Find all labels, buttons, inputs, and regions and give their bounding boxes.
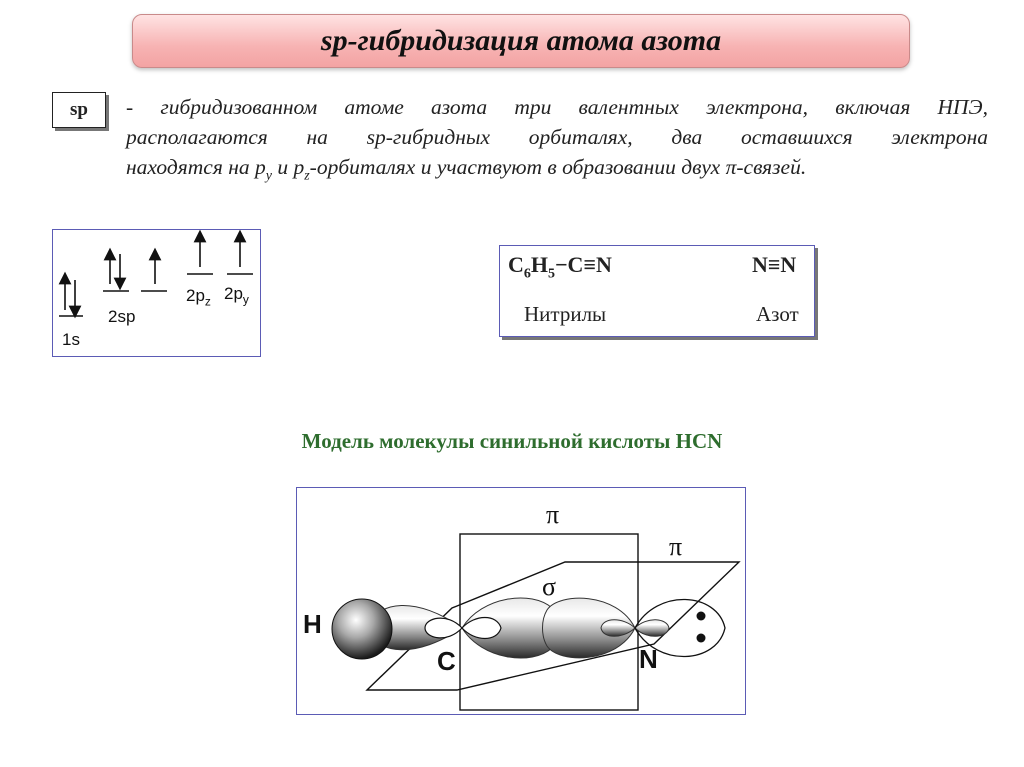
slide-title: sp-гибридизация атома азота — [320, 24, 722, 57]
description-line-3: находятся на $p_y$ и $p_z$-орбиталях и участвуют в образовании двух π-связей. — [126, 155, 807, 184]
atom-label-n: N — [639, 644, 658, 674]
pi-symbol: π — [725, 155, 737, 179]
sigma-label: σ — [542, 572, 557, 601]
nitrile-formula: $C_6H_5-C\equiv N$ — [508, 252, 612, 282]
hcn-model — [296, 487, 746, 715]
hydrogen-sphere — [332, 599, 392, 659]
description-text — [126, 92, 988, 191]
atom-label-c: C — [437, 646, 456, 676]
pi-label-top: π — [546, 500, 560, 529]
label-2py: $2p_y$ — [224, 284, 249, 307]
model-caption: Модель молекулы синильной кислоты HCN — [301, 429, 723, 453]
description-line-1: - гибридизованном атоме азота три валентных электрона, включая НПЭ, — [126, 95, 988, 119]
compounds-box — [499, 245, 815, 337]
label-1s: 1s — [62, 330, 80, 349]
pi-label-right: π — [669, 532, 683, 561]
atom-label-h: H — [303, 609, 322, 639]
label-2pz: $2p_z$ — [186, 286, 211, 309]
hcn-orbital-illustration — [297, 488, 745, 714]
description-line-2: располагаются на sp-гибридных орбиталях, два оставшихся электрона — [126, 125, 988, 149]
orbital-diagram — [52, 229, 261, 357]
nitrogen-formula: N≡N — [752, 252, 797, 277]
nitrile-name: Нитрилы — [524, 302, 607, 326]
label-2sp: 2sp — [108, 307, 136, 326]
title-banner — [132, 14, 910, 68]
nitrogen-name: Азот — [756, 302, 799, 326]
sp-label: sp — [70, 99, 88, 120]
sp-label-box — [52, 92, 106, 128]
